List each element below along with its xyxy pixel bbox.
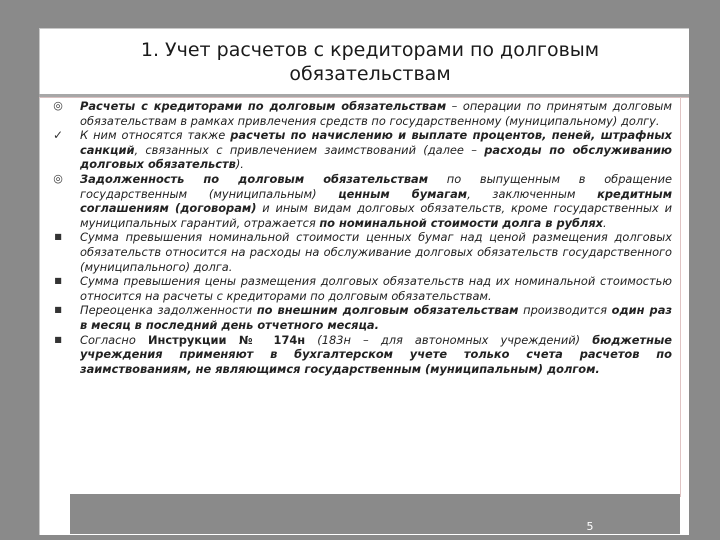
- check-bullet-icon: ✓: [52, 128, 64, 143]
- item-text: , связанных с привлечением заимствований (далее –: [134, 142, 485, 157]
- item-text: Переоценка задолженности: [80, 303, 257, 318]
- list-item: [52, 230, 672, 274]
- list-item: [52, 99, 672, 128]
- list-item: [52, 274, 672, 303]
- item-text-bold: бюджетные учреждения применяют в бухгалтерском учете только счета расчетов по заимствованиям, не являющимся государственным (муниципальным) долгом.: [80, 332, 672, 376]
- dot-bullet-icon: ■: [54, 305, 62, 315]
- dot-bullet-icon: ■: [54, 276, 62, 286]
- item-text-bold: Расчеты с кредиторами по долговым обязательствам: [80, 99, 447, 113]
- list-item: [52, 303, 672, 332]
- item-text-bold: расходы по обслуживанию долговых обязательств: [80, 142, 673, 172]
- item-text: производится: [518, 303, 612, 318]
- item-text: К ним относятся также: [80, 128, 231, 143]
- item-text-bold: Задолженность по долговым обязательствам: [80, 171, 429, 186]
- item-text: Согласно: [80, 332, 148, 347]
- item-text: – операции по принятым долговым обязательствам в рамках привлечения средств по государственному (муниципальному) долгу.: [80, 99, 673, 128]
- item-text-bold: по внешним долговым обязательствам: [256, 303, 519, 318]
- list-item: [52, 172, 672, 230]
- item-text: .: [602, 215, 607, 230]
- item-text-bold: Инструкции № 174н: [147, 332, 306, 347]
- dot-bullet-icon: ■: [54, 232, 62, 242]
- item-text-bold: по номинальной стоимости долга в рублях: [319, 215, 603, 230]
- accent-line-vertical: [680, 97, 681, 497]
- accent-line-horizontal: [39, 97, 689, 98]
- item-text: , заключенным: [467, 186, 598, 201]
- item-text: и иным видам долговых обязательств, кроме государственных и муниципальных гарантий, отражается: [80, 201, 672, 230]
- slide-title: [60, 38, 680, 86]
- list-item: [52, 333, 672, 377]
- list-item: [52, 128, 672, 172]
- item-text-bold: ценным бумагам: [338, 186, 468, 201]
- item-text-bold: кредитным соглашениям (договорам): [80, 186, 672, 216]
- page-number: 5: [586, 520, 594, 533]
- item-text: Сумма превышения цены размещения долговых обязательств над их номинальной стоимостью относится на расчеты с кредиторами по долговым обязательствам.: [80, 274, 672, 303]
- title-line-1: 1. Учет расчетов с кредиторами по долговым: [140, 39, 600, 61]
- bullet-list: [52, 99, 672, 376]
- dot-bullet-icon: ■: [54, 334, 62, 344]
- target-bullet-icon: ◎: [53, 99, 63, 112]
- item-text-bold: один раз в месяц в последний день отчетного месяца.: [80, 303, 673, 332]
- item-text: (183н – для автономных учреждений): [305, 332, 593, 347]
- item-text: ).: [235, 157, 244, 172]
- target-bullet-icon: ◎: [53, 171, 63, 185]
- item-text: Сумма превышения номинальной стоимости ценных бумаг над ценой размещения долговых обязательств относится на расходы на обслуживание долговых обязательств государственного (муниципального) долга.: [80, 230, 672, 274]
- item-text-bold: расчеты по начислению и выплате процентов, пеней, штрафных санкций: [80, 128, 672, 157]
- title-line-2: обязательствам: [289, 63, 451, 85]
- item-text: по выпущенным в обращение государственным (муниципальным): [80, 171, 672, 201]
